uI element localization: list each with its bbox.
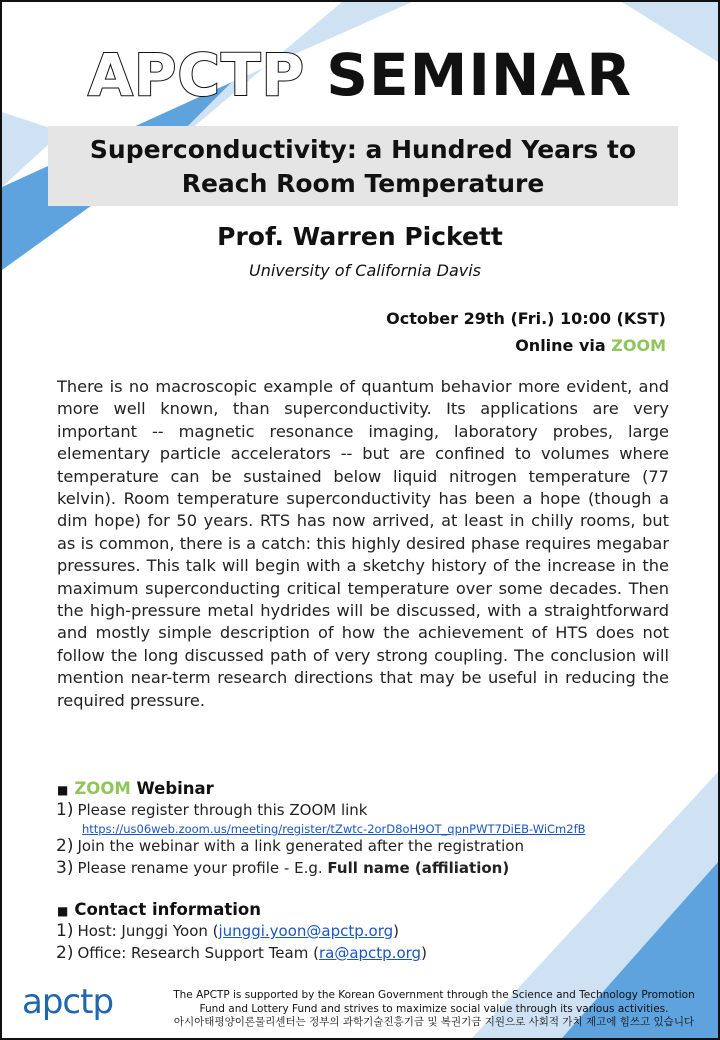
talk-title — [48, 133, 678, 201]
venue-prefix: Online via — [515, 336, 612, 355]
speaker-name: Prof. Warren Pickett — [217, 222, 503, 251]
webinar-heading — [57, 778, 214, 801]
speaker-affiliation: University of California Davis — [248, 261, 482, 280]
title-apctp: APCTP — [87, 41, 306, 109]
poster-title — [2, 40, 718, 110]
zoom-register-link[interactable]: https://us06web.zoom.us/meeting/register/tZwtc-2orD8oH9OT_qpnPWT7DiEB-WiCm2fB — [82, 822, 586, 836]
footer-line3: 아시아태평양이론물리센터는 정부의 과학기술진흥기금 및 복권기금 지원으로 사회적 가치 제고에 힘쓰고 있습니다 — [173, 1016, 695, 1028]
contact-host: 1) Host: Junggi Yoon (junggi.yoon@apctp.org) — [56, 921, 399, 941]
office-email-link[interactable]: ra@apctp.org — [318, 944, 422, 962]
talk-venue — [515, 334, 666, 358]
webinar-step-3: 3) Please rename your profile - E.g. Full name (affiliation) — [56, 858, 510, 878]
webinar-step-1: 1) Please register through this ZOOM link — [56, 800, 368, 820]
webinar-heading-rest: Webinar — [130, 779, 214, 798]
talk-title-line2: Reach Room Temperature — [181, 169, 545, 198]
bullet-icon: ■ — [57, 904, 69, 918]
footer-line2: Fund and Lottery Fund and strives to maximize social value through its various activities. — [199, 1002, 669, 1015]
apctp-logo: apctp — [22, 982, 114, 1022]
talk-datetime: October 29th (Fri.) 10:00 (KST) — [386, 309, 666, 328]
host-email-link[interactable]: junggi.yoon@apctp.org — [218, 922, 394, 940]
venue-platform: ZOOM — [611, 336, 666, 355]
talk-title-line1: Superconductivity: a Hundred Years to — [89, 135, 637, 164]
bullet-icon: ■ — [57, 783, 69, 797]
title-seminar: SEMINAR — [326, 41, 633, 109]
contact-office: 2) Office: Research Support Team (ra@apctp.org) — [56, 943, 427, 963]
contact-heading: ■ Contact information — [57, 900, 261, 919]
footer-notice — [152, 989, 716, 1030]
webinar-step-2: 2) Join the webinar with a link generated after the registration — [56, 836, 524, 856]
webinar-heading-zoom: ZOOM — [74, 779, 131, 798]
abstract: There is no macroscopic example of quantum behavior more evident, and more well known, than superconductivity. Its applications are very important -- magnetic resonance imaging, laboratory probes, large elementary particle accelerators -- but are confined to volumes where temperature can be sustained below liquid nitrogen temperature (77 kelvin). Room temperature superconductivity has been a hope (though a dim hope) for 50 years. RTS has now arrived, at least in chilly rooms, but as is common, there is a catch: this highly desired phase requires megabar pressures. This talk will begin with a sketchy history of the increase in the maximum superconducting critical temperature over some decades. Then the high-pressure metal hydrides will be discussed, with a straightforward and mostly simple description of how the achievement of HTS does not follow the long discussed path of very strong coupling. The conclusion will mention near-term research directions that may be useful in reducing the required pressure. — [57, 377, 669, 710]
footer-line1: The APCTP is supported by the Korean Government through the Science and Technology Promotion — [173, 989, 695, 1001]
